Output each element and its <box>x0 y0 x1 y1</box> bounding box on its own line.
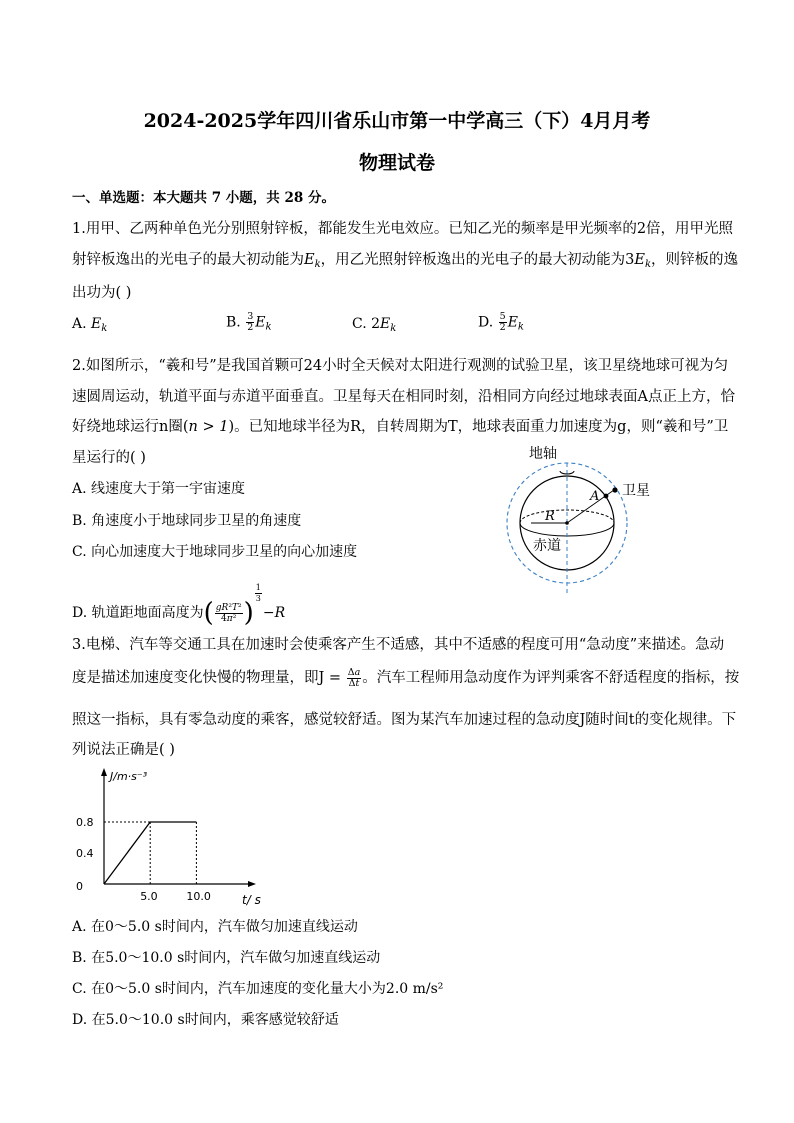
q2-line-1: 2.如图所示，“羲和号”是我国首颗可24小时全天候对太阳进行观测的试验卫星，该卫星绕地球可视为匀 <box>72 358 729 374</box>
q3-line-4: 列说法正确是( ) <box>72 742 175 758</box>
y-tick-label: 0.4 <box>76 847 94 860</box>
q2-line-4: 星运行的( ) <box>72 450 146 466</box>
exam-subtitle: 物理试卷 <box>358 152 435 174</box>
q2-option-d[interactable]: D. 轨道距地面高度为( $\frac{\text{gR²T²}}{\text{4π²}}$ ) $\frac{1}{3}$ −R <box>72 583 286 628</box>
q1-line-2: 射锌板逸出的光电子的最大初动能为$E_k$，用乙光照射锌板逸出的光电子的最大初动能为$3E_k$，则锌板的逸 <box>72 252 739 270</box>
earth-orbit-figure <box>505 438 650 600</box>
exam-title: 2024-2025学年四川省乐山市第一中学高三（下）4月月考 <box>143 110 651 132</box>
q3-line-3: 照这一指标，具有零急动度的乘客，感觉较舒适。图为某汽车加速过程的急动度J随时间t的变化规律。下 <box>72 712 737 728</box>
q1-option-b[interactable]: B. $\frac{3}{2}$ $E_k$ <box>226 311 272 333</box>
jerk-time-chart <box>72 766 262 907</box>
section-heading: 一、单选题：本大题共 7 小题，共 28 分。 <box>72 190 335 206</box>
q1-option-c[interactable]: C. $2E_k$ <box>352 316 397 334</box>
q2-option-b[interactable]: B. 角速度小于地球同步卫星的角速度 <box>72 513 302 529</box>
q3-option-b[interactable]: B. 在5.0～10.0 s时间内，汽车做匀加速直线运动 <box>72 950 381 966</box>
q1-line-1: 1.用甲、乙两种单色光分别照射锌板，都能发生光电效应。已知乙光的频率是甲光频率的2倍，用甲光照 <box>72 221 734 237</box>
q2-option-c[interactable]: C. 向心加速度大于地球同步卫星的向心加速度 <box>72 544 358 560</box>
x-tick-label: 10.0 <box>186 890 211 903</box>
label-a: A <box>590 489 600 504</box>
q1-line-3: 出功为( ) <box>72 285 132 301</box>
q3-line-1: 3.电梯、汽车等交通工具在加速时会使乘客产生不适感，其中不适感的程度可用“急动度”来描述。急动 <box>72 637 725 653</box>
q3-option-a[interactable]: A. 在0～5.0 s时间内，汽车做匀加速直线运动 <box>72 919 358 935</box>
x-axis-label: t/ s <box>242 893 261 907</box>
q2-line-2: 速圆周运动，轨道平面与赤道平面垂直。卫星每天在相同时刻，沿相同方向经过地球表面A点正上方，恰 <box>72 389 735 405</box>
q1-option-d[interactable]: D. $\frac{5}{2}$ $E_k$ <box>478 311 524 333</box>
label-r: R <box>545 509 555 524</box>
q2-line-3: 好绕地球运行n圈(n > 1)。已知地球半径为R，自转周期为T，地球表面重力加速度为g，则“羲和号”卫 <box>72 419 729 435</box>
y-tick-label: 0 <box>76 880 83 893</box>
satellite-dot <box>612 487 617 492</box>
q1-option-a[interactable]: A. $E_k$ <box>72 316 108 334</box>
y-axis-label: J/m·s⁻³ <box>110 770 148 783</box>
label-equator: 赤道 <box>533 538 561 554</box>
q3-line-2: 度是描述加速度变化快慢的物理量，即J = $\frac{\Delta a}{\Delta t}$ 。汽车工程师用急动度作为评判乘客不舒适程度的指标，按 <box>72 666 740 689</box>
x-tick-label: 5.0 <box>140 890 158 903</box>
y-tick-label: 0.8 <box>76 816 94 829</box>
point-a <box>604 494 609 499</box>
q3-option-d[interactable]: D. 在5.0～10.0 s时间内，乘客感觉较舒适 <box>72 1012 339 1028</box>
y-axis-arrow <box>101 768 107 776</box>
x-axis-arrow <box>248 881 256 887</box>
q3-option-c[interactable]: C. 在0～5.0 s时间内，汽车加速度的变化量大小为2.0 m/s² <box>72 981 444 997</box>
label-axis: 地轴 <box>529 446 557 462</box>
label-satellite: 卫星 <box>622 483 650 499</box>
q2-option-a[interactable]: A. 线速度大于第一宇宙速度 <box>72 481 246 497</box>
